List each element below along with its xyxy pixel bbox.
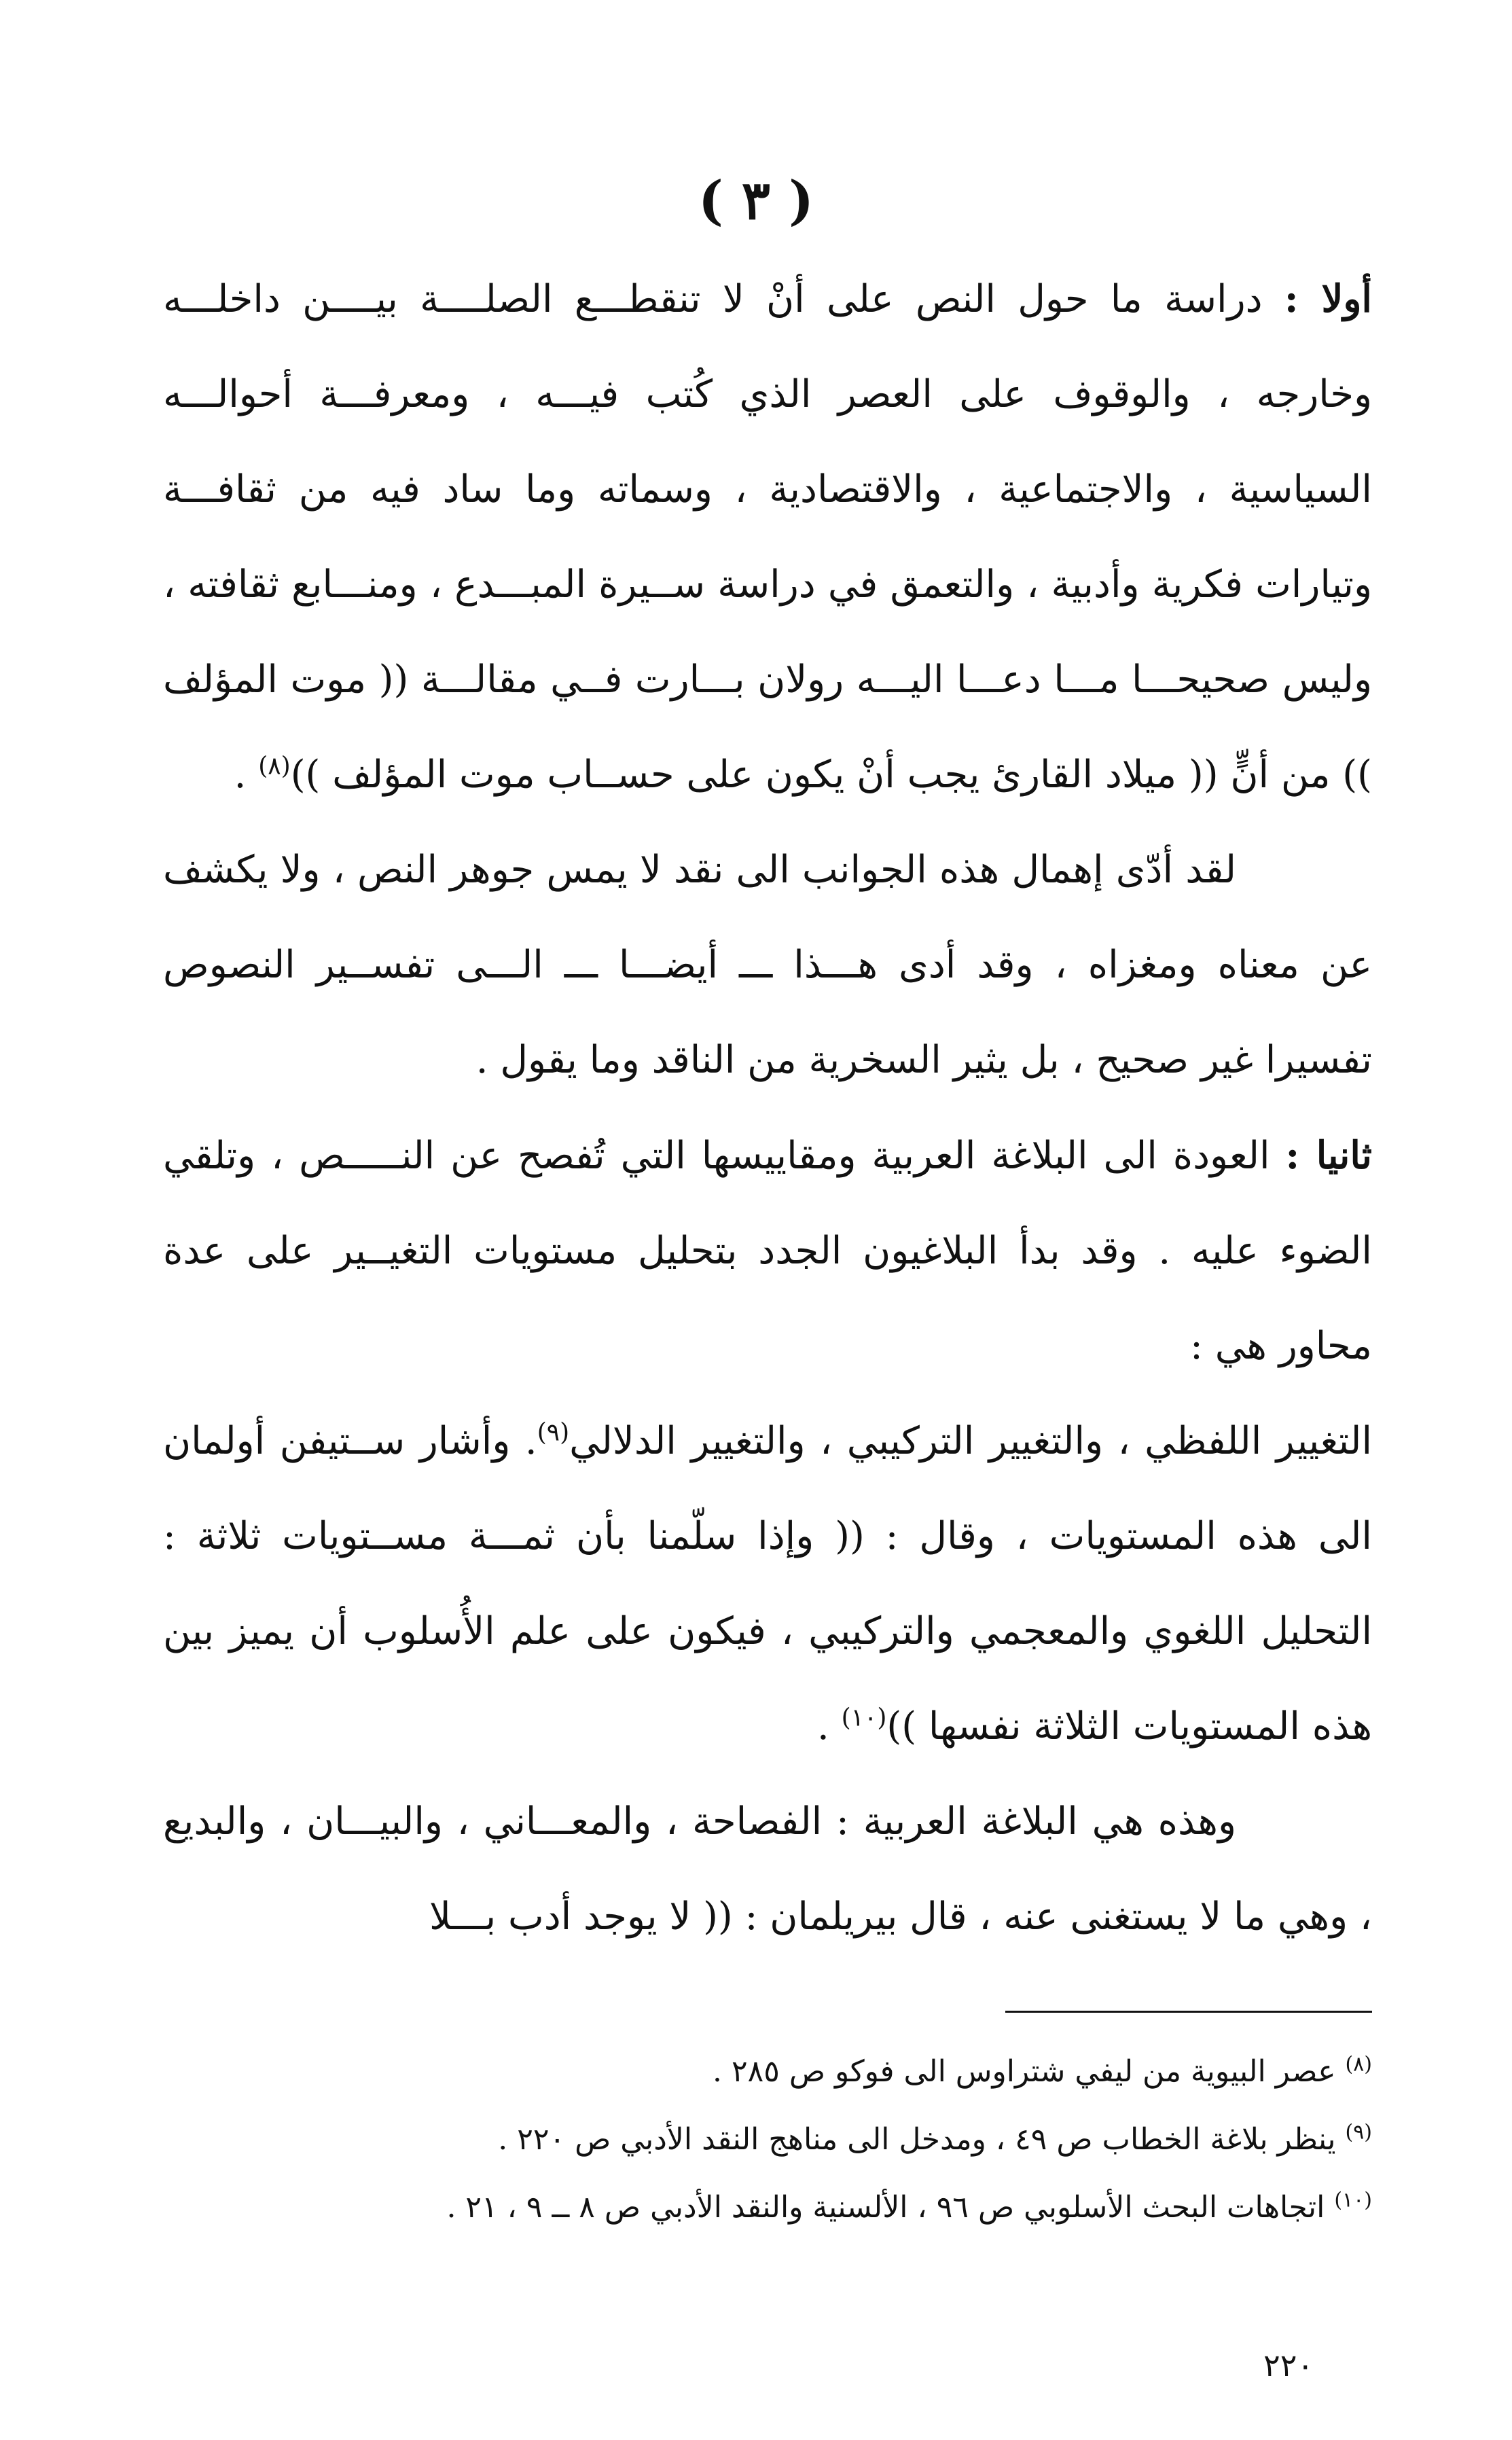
footnote-9 — [163, 2106, 1372, 2174]
section-heading: ( ٣ ) — [698, 170, 814, 232]
paragraph-arabic-rhetoric — [163, 1774, 1372, 1964]
footnote-ref-9: (٩) — [537, 1418, 570, 1447]
paragraph-levels — [163, 1394, 1372, 1774]
point-label-second: ثانيا : — [1285, 1133, 1372, 1178]
footnote-separator — [1005, 2011, 1372, 2013]
paragraph-first-point — [163, 251, 1372, 823]
footnotes — [163, 2038, 1372, 2242]
footnote-marker: (١٠) — [1334, 2188, 1372, 2212]
paragraph-text: وهذه هي البلاغة العربية : الفصاحة ، والمعـــاني ، والبيـــان ، والبديع ، وهي ما لا يستغنى عنه ، قال بيريلمان : (( لا يوجد أدب بـــلا — [163, 1799, 1372, 1939]
point-label-first: أولا : — [1284, 276, 1372, 321]
footnote-10 — [163, 2174, 1372, 2242]
paragraph-text: دراسة ما حول النص على أنْ لا تنقطـــع الصلــــة بيــــن داخلـــه وخارجه ، والوقوف على العصر الذي كُتب فيـــه ، ومعرفـــة أحوالـــه السياسية ، والاجتماعية ، والاقتصادية ، وسماته وما ساد فيه من ثقافـــة وتيارات فكرية وأدبية ، والتعمق في دراسة ســيرة المبـــدع ، ومنـــابع ثقافته ، وليس صحيحـــا مـــا دعـــا اليـــه رولان بـــارت فــي مقالـــة (( موت المؤلف )) من أنٍّ (( ميلاد القارئ يجب أنْ يكون على حســاب موت المؤلف )) — [163, 277, 1372, 797]
paragraph-text-continued: . وأشار ســتيفن أولمان الى هذه المستويات ، وقال : (( وإذا سلّمنا بأن ثمـــة مســتويات ثلاثة : التحليل اللغوي والمعجمي والتركيبي ، فيكون على علم الأُسلوب أن يميز بين هذه المستويات الثلاثة نفسها )) — [163, 1419, 1372, 1748]
paragraph-text: لقد أدّى إهمال هذه الجوانب الى نقد لا يمس جوهر النص ، ولا يكشف عن معناه ومغزاه ، وقد أدى هـــذا ـــ أيضـــا ـــ الـــى تفســير النصوص تفسيرا غير صحيح ، بل يثير السخرية من الناقد وما يقول . — [163, 848, 1373, 1082]
footnote-marker: (٩) — [1345, 2120, 1372, 2145]
footnote-text: اتجاهات البحث الأسلوبي ص ٩٦ ، الألسنية والنقد الأدبي ص ٨ ــ ٩ ، ٢١ . — [446, 2190, 1335, 2225]
paragraph-second-point — [163, 1108, 1372, 1394]
body-text — [163, 251, 1372, 1964]
footnote-text: ينظر بلاغة الخطاب ص ٤٩ ، ومدخل الى مناهج النقد الأدبي ص ٢٢٠ . — [498, 2122, 1346, 2157]
page-number: ٢٢٠ — [1263, 2347, 1314, 2384]
paragraph-end: . — [234, 753, 259, 797]
paragraph-neglect — [163, 823, 1372, 1108]
footnote-marker: (٨) — [1345, 2052, 1372, 2077]
footnote-ref-8: (٨) — [258, 752, 291, 781]
footnote-8 — [163, 2038, 1372, 2106]
footnote-ref-10: (١٠) — [841, 1704, 887, 1732]
paragraph-text: العودة الى البلاغة العربية ومقاييسها التي تُفصح عن النـــــص ، وتلقي الضوء عليه . وقد بدأ البلاغيون الجدد بتحليل مستويات التغيــير على عدة محاور هي : — [163, 1134, 1372, 1368]
paragraph-text: التغيير اللفظي ، والتغيير التركيبي ، والتغيير الدلالي — [569, 1419, 1373, 1463]
footnote-text: عصر البيوية من ليفي شتراوس الى فوكو ص ٢٨٥ . — [713, 2054, 1346, 2089]
paragraph-end: . — [817, 1704, 842, 1748]
